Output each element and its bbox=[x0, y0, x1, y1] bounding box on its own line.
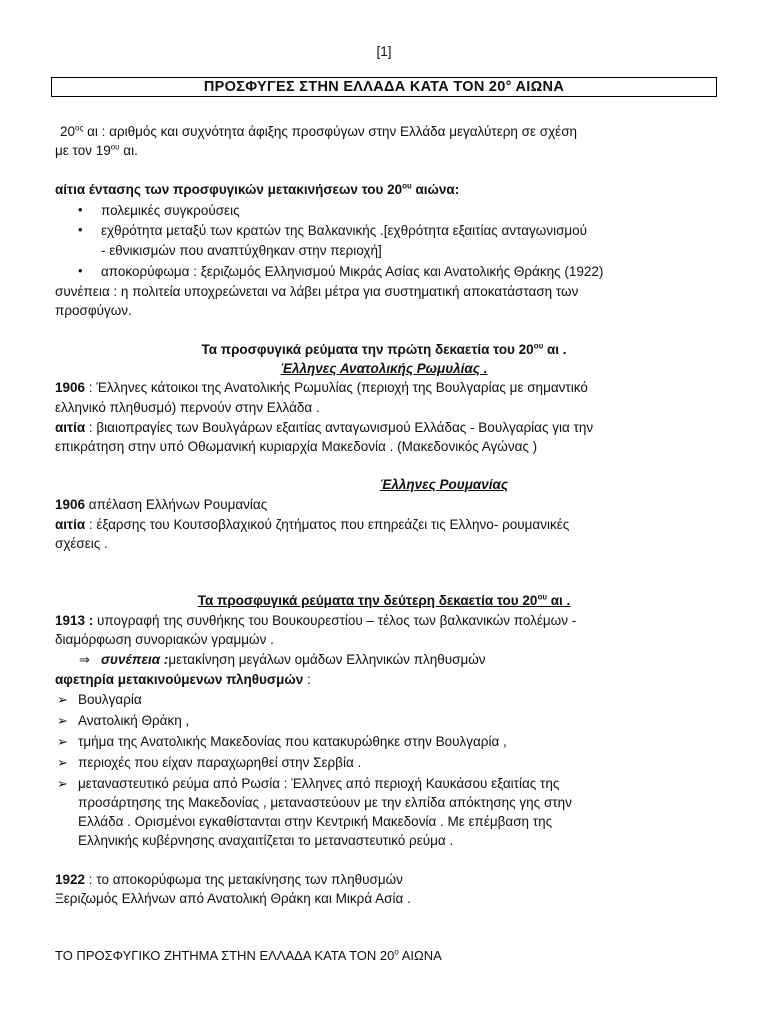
causes-heading-text: αίτια έντασης των προσφυγικών μετακινήσεων του 20 bbox=[55, 182, 403, 197]
bullet-dot-icon: • bbox=[78, 202, 83, 217]
intro-century: 20 bbox=[60, 124, 76, 139]
causes-bullet-2-line-1: εχθρότητα μεταξύ των κρατών της Βαλκανικής .[εχθρότητα εξαιτίας ανταγωνισμού bbox=[101, 223, 588, 238]
origin-item-5-line-1: μεταναστευτικό ρεύμα από Ρωσία : Έλληνες από περιοχή Καυκάσου εξαιτίας της bbox=[78, 776, 560, 791]
footer-sup: ο bbox=[394, 947, 399, 957]
causes-consequence-line-2: προσφύγων. bbox=[55, 303, 132, 318]
arrowhead-bullet-icon: ➢ bbox=[57, 734, 68, 749]
section2-1906-line bbox=[55, 497, 267, 513]
section2-subheading: Έλληνες Ρουμανίας bbox=[379, 477, 509, 492]
section4-year: 1922 bbox=[55, 872, 86, 887]
section1-heading-text: Τα προσφυγικά ρεύματα την πρώτη δεκαετία του 20 bbox=[201, 342, 534, 357]
section2-year: 1906 bbox=[55, 497, 86, 512]
section2-cause-line-2: σχέσεις . bbox=[55, 536, 108, 551]
section1-cause-label: αιτία bbox=[55, 420, 86, 435]
intro-line-1-text: αι : αριθμός και συχνότητα άφιξης προσφύγων στην Ελλάδα μεγαλύτερη σε σχέση bbox=[83, 124, 578, 139]
intro-line-2-sup: ου bbox=[110, 142, 120, 152]
section1-heading bbox=[0, 342, 768, 358]
origin-item-4: περιοχές που είχαν παραχωρηθεί στην Σερβία . bbox=[78, 755, 362, 770]
bullet-dot-icon: • bbox=[78, 222, 83, 237]
section2-cause-text: : έξαρσης του Κουτσοβλαχικού ζητήματος που επηρεάζει τις Ελληνο- ρουμανικές bbox=[85, 517, 570, 532]
origin-item-1: Βουλγαρία bbox=[78, 692, 142, 707]
section1-subheading: Έλληνες Ανατολικής Ρωμυλίας . bbox=[280, 361, 488, 376]
origin-item-5-line-2: προσάρτησης της Μακεδονίας , μεταναστεύουν με την ελπίδα απόκτησης γης στην bbox=[78, 795, 572, 810]
origin-item-5-line-3: Ελλάδα . Ορισμένοι εγκαθίστανται στην Κεντρική Μακεδονία . Με επέμβαση της bbox=[78, 814, 553, 829]
arrowhead-bullet-icon: ➢ bbox=[57, 776, 68, 791]
intro-century-sup: ος bbox=[75, 123, 84, 133]
intro-line-2 bbox=[55, 143, 138, 159]
footer-text: ΤΟ ΠΡΟΣΦΥΓΙΚΟ ΖΗΤΗΜΑ ΣΤΗΝ ΕΛΛΑΔΑ ΚΑΤΑ ΤΟΝ 20 bbox=[55, 948, 395, 963]
intro-line-2-start: με τον 19 bbox=[55, 143, 111, 158]
arrowhead-bullet-icon: ➢ bbox=[57, 713, 68, 728]
section1-heading-end: αι . bbox=[543, 342, 567, 357]
section1-cause-line-1 bbox=[55, 420, 593, 436]
section3-heading-sup: ου bbox=[537, 592, 547, 602]
section3-heading bbox=[0, 593, 768, 609]
section1-1906-line-1 bbox=[55, 380, 588, 396]
causes-bullet-3: αποκορύφωμα : ξεριζωμός Ελληνισμού Μικράς Ασίας και Ανατολικής Θράκης (1922) bbox=[101, 264, 604, 279]
page-number: [1] bbox=[376, 44, 392, 59]
section4-line-2: Ξεριζωμός Ελλήνων από Ανατολική Θράκη και Μικρά Ασία . bbox=[55, 891, 411, 906]
causes-bullet-1: πολεμικές συγκρούσεις bbox=[101, 203, 240, 218]
section3-consequence-text: μετακίνηση μεγάλων ομάδων Ελληνικών πληθυσμών bbox=[168, 652, 486, 667]
bullet-dot-icon: • bbox=[78, 263, 83, 278]
section3-origin-label: αφετηρία μετακινούμενων πληθυσμών bbox=[55, 672, 304, 687]
section4-1922-text: : το αποκορύφωμα της μετακίνησης των πληθυσμών bbox=[85, 872, 403, 887]
section3-origin-heading bbox=[55, 672, 311, 688]
section2-cause-line-1 bbox=[55, 517, 569, 533]
arrowhead-bullet-icon: ➢ bbox=[57, 692, 68, 707]
section1-cause-line-2: επικράτηση στην υπό Οθωμανική κυριαρχία Μακεδονία . (Μακεδονικός Αγώνας ) bbox=[55, 439, 538, 454]
causes-bullet-2-line-2: - εθνικισμών που αναπτύχθηκαν στην περιοχή] bbox=[101, 243, 382, 258]
section3-year: 1913 : bbox=[55, 613, 94, 628]
footer-text-end: ΑΙΩΝΑ bbox=[398, 948, 442, 963]
causes-heading bbox=[55, 182, 459, 198]
section3-consequence-label: συνέπεια : bbox=[101, 652, 169, 667]
section1-cause-text: : βιαιοπραγίες των Βουλγάρων εξαιτίας ανταγωνισμού Ελλάδας - Βουλγαρίας για την bbox=[85, 420, 594, 435]
section3-1913-line-1 bbox=[55, 613, 576, 629]
origin-item-3: τμήμα της Ανατολικής Μακεδονίας που κατακυρώθηκε στην Βουλγαρία , bbox=[78, 734, 507, 749]
causes-consequence-line-1: συνέπεια : η πολιτεία υποχρεώνεται να λάβει μέτρα για συστηματική αποκατάσταση των bbox=[55, 284, 579, 299]
document-title: ΠΡΟΣΦΥΓΕΣ ΣΤΗΝ ΕΛΛΑΔΑ ΚΑΤΑ ΤΟΝ 20° ΑΙΩΝΑ bbox=[203, 79, 565, 95]
section4-1922-line bbox=[55, 872, 403, 888]
causes-heading-end: αιώνα: bbox=[411, 182, 460, 197]
section1-heading-sup: ου bbox=[533, 341, 544, 351]
arrowhead-bullet-icon: ➢ bbox=[57, 755, 68, 770]
origin-item-5-line-4: Ελληνικής κυβέρνησης αναχαιτίζεται το μεταναστευτικό ρεύμα . bbox=[78, 833, 454, 848]
intro-line-2-end: αι. bbox=[119, 143, 138, 158]
section3-1913-line-2: διαμόρφωση συνοριακών γραμμών . bbox=[55, 632, 274, 647]
section1-1906-text: : Έλληνες κάτοικοι της Ανατολικής Ρωμυλίας (περιοχή της Βουλγαρίας με σημαντικό bbox=[85, 380, 588, 395]
section1-year: 1906 bbox=[55, 380, 86, 395]
section2-cause-label: αιτία bbox=[55, 517, 86, 532]
section3-origin-colon: : bbox=[303, 672, 311, 687]
right-arrow-icon: ⇒ bbox=[79, 652, 90, 667]
section3-heading-text: Τα προσφυγικά ρεύματα την δεύτερη δεκαετία του 20 bbox=[197, 593, 538, 608]
section2-1906-text: απέλαση Ελλήνων Ρουμανίας bbox=[85, 497, 268, 512]
origin-item-2: Ανατολική Θράκη , bbox=[78, 713, 190, 728]
section1-1906-line-2: ελληνικό πληθυσμό) περνούν στην Ελλάδα . bbox=[55, 400, 320, 415]
document-footer bbox=[55, 948, 442, 964]
section3-heading-end: αι . bbox=[546, 593, 571, 608]
title-box bbox=[51, 77, 717, 97]
section3-1913-text: υπογραφή της συνθήκης του Βουκουρεστίου – τέλος των βαλκανικών πολέμων - bbox=[93, 613, 577, 628]
section3-consequence bbox=[101, 652, 486, 668]
intro-line-1 bbox=[60, 124, 577, 140]
causes-heading-sup: ου bbox=[402, 181, 412, 191]
